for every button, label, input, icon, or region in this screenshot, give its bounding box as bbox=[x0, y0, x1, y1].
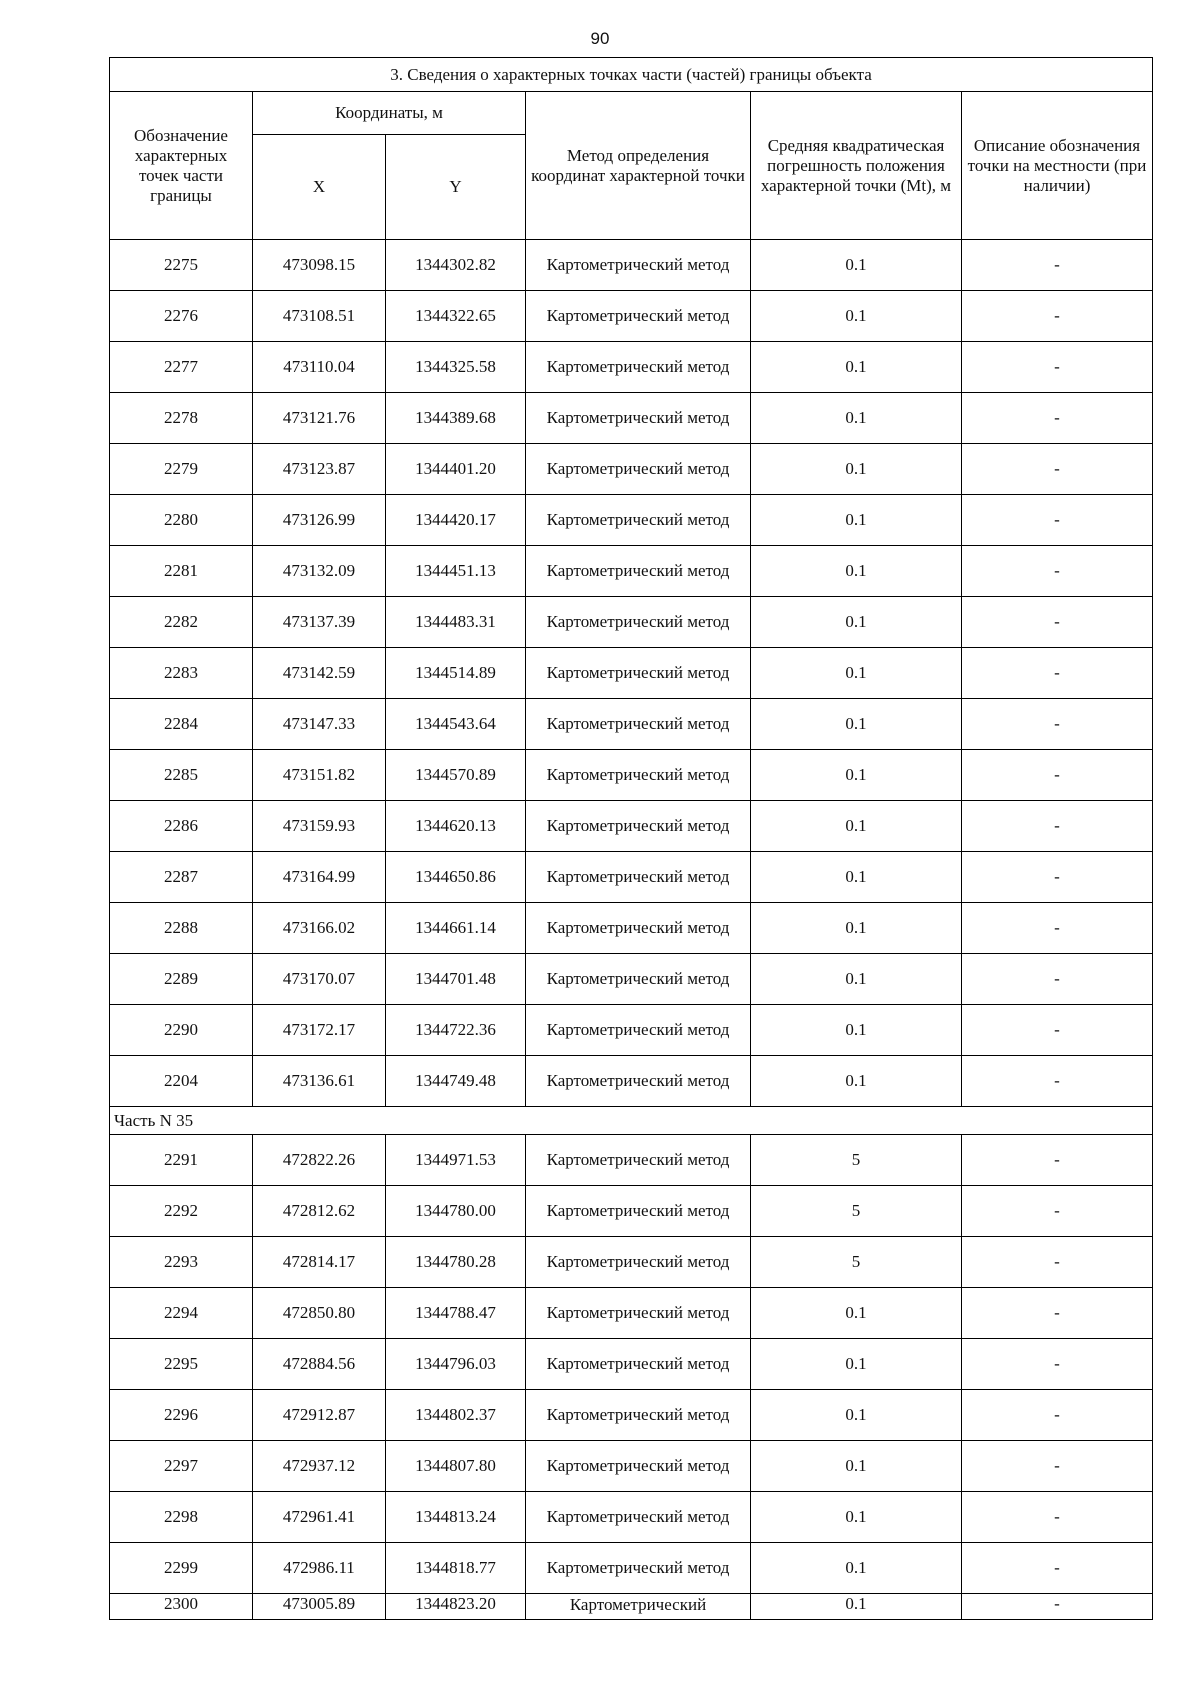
cell-description: - bbox=[962, 240, 1153, 291]
cell-y: 1344788.47 bbox=[386, 1288, 526, 1339]
cell-description: - bbox=[962, 1339, 1153, 1390]
cell-y: 1344650.86 bbox=[386, 852, 526, 903]
cell-point-id: 2284 bbox=[110, 699, 253, 750]
cell-x: 473151.82 bbox=[253, 750, 386, 801]
table-row bbox=[110, 699, 1153, 750]
table-row bbox=[110, 1339, 1153, 1390]
cell-y: 1344823.20 bbox=[386, 1594, 526, 1620]
rows-group-b bbox=[110, 1135, 1153, 1594]
cell-mt: 0.1 bbox=[751, 597, 962, 648]
cell-x: 473110.04 bbox=[253, 342, 386, 393]
cell-x: 472961.41 bbox=[253, 1492, 386, 1543]
rows-group-a bbox=[110, 240, 1153, 1107]
cell-method: Картометрический метод bbox=[526, 1056, 751, 1107]
cell-method: Картометрический метод bbox=[526, 750, 751, 801]
cell-y: 1344620.13 bbox=[386, 801, 526, 852]
cell-description: - bbox=[962, 291, 1153, 342]
cell-method: Картометрический метод bbox=[526, 393, 751, 444]
cell-mt: 0.1 bbox=[751, 291, 962, 342]
cell-point-id: 2285 bbox=[110, 750, 253, 801]
table-row bbox=[110, 240, 1153, 291]
cell-description: - bbox=[962, 597, 1153, 648]
cell-y: 1344451.13 bbox=[386, 546, 526, 597]
cell-description: - bbox=[962, 903, 1153, 954]
cell-mt: 5 bbox=[751, 1237, 962, 1288]
cell-y: 1344302.82 bbox=[386, 240, 526, 291]
table-row-last bbox=[110, 1594, 1153, 1620]
cell-point-id: 2279 bbox=[110, 444, 253, 495]
cell-mt: 0.1 bbox=[751, 801, 962, 852]
cell-method: Картометрический метод bbox=[526, 342, 751, 393]
cell-description: - bbox=[962, 1492, 1153, 1543]
cell-method: Картометрический метод bbox=[526, 444, 751, 495]
table-row bbox=[110, 954, 1153, 1005]
cell-x: 473126.99 bbox=[253, 495, 386, 546]
header-y: Y bbox=[386, 135, 526, 240]
cell-method: Картометрический метод bbox=[526, 1288, 751, 1339]
cell-mt: 0.1 bbox=[751, 699, 962, 750]
cell-mt: 0.1 bbox=[751, 1056, 962, 1107]
cell-y: 1344813.24 bbox=[386, 1492, 526, 1543]
cell-description: - bbox=[962, 1441, 1153, 1492]
table-row bbox=[110, 1005, 1153, 1056]
cell-method: Картометрический метод bbox=[526, 1135, 751, 1186]
cell-point-id: 2290 bbox=[110, 1005, 253, 1056]
table-row bbox=[110, 291, 1153, 342]
cell-method: Картометрический метод bbox=[526, 648, 751, 699]
cell-method: Картометрический метод bbox=[526, 240, 751, 291]
cell-x: 473121.76 bbox=[253, 393, 386, 444]
table-row bbox=[110, 393, 1153, 444]
cell-mt: 0.1 bbox=[751, 495, 962, 546]
cell-y: 1344802.37 bbox=[386, 1390, 526, 1441]
cell-method: Картометрический метод bbox=[526, 1237, 751, 1288]
cell-x: 472822.26 bbox=[253, 1135, 386, 1186]
cell-mt: 0.1 bbox=[751, 444, 962, 495]
cell-point-id: 2277 bbox=[110, 342, 253, 393]
cell-y: 1344514.89 bbox=[386, 648, 526, 699]
header-point: Обозначение характерных точек части границы bbox=[110, 92, 253, 240]
cell-y: 1344389.68 bbox=[386, 393, 526, 444]
table-title: 3. Сведения о характерных точках части (частей) границы объекта bbox=[110, 58, 1153, 92]
cell-method: Картометрический метод bbox=[526, 1339, 751, 1390]
cell-point-id: 2293 bbox=[110, 1237, 253, 1288]
table-row bbox=[110, 1543, 1153, 1594]
cell-point-id: 2289 bbox=[110, 954, 253, 1005]
table-row bbox=[110, 903, 1153, 954]
section-label: Часть N 35 bbox=[110, 1107, 1153, 1135]
cell-method: Картометрический метод bbox=[526, 546, 751, 597]
cell-x: 472912.87 bbox=[253, 1390, 386, 1441]
table-row bbox=[110, 1441, 1153, 1492]
cell-x: 473108.51 bbox=[253, 291, 386, 342]
cell-method: Картометрический метод bbox=[526, 291, 751, 342]
table-row bbox=[110, 597, 1153, 648]
cell-method: Картометрический метод bbox=[526, 954, 751, 1005]
cell-point-id: 2291 bbox=[110, 1135, 253, 1186]
cell-description: - bbox=[962, 495, 1153, 546]
table-row bbox=[110, 1186, 1153, 1237]
cell-point-id: 2288 bbox=[110, 903, 253, 954]
cell-point-id: 2299 bbox=[110, 1543, 253, 1594]
cell-method: Картометрический метод bbox=[526, 801, 751, 852]
table-row bbox=[110, 801, 1153, 852]
cell-y: 1344796.03 bbox=[386, 1339, 526, 1390]
cell-mt: 0.1 bbox=[751, 954, 962, 1005]
cell-y: 1344401.20 bbox=[386, 444, 526, 495]
cell-mt: 0.1 bbox=[751, 903, 962, 954]
cell-description: - bbox=[962, 648, 1153, 699]
cell-y: 1344322.65 bbox=[386, 291, 526, 342]
cell-point-id: 2294 bbox=[110, 1288, 253, 1339]
cell-description: - bbox=[962, 1594, 1153, 1620]
header-coordinates: Координаты, м bbox=[253, 92, 526, 135]
cell-mt: 5 bbox=[751, 1186, 962, 1237]
coordinates-table bbox=[109, 57, 1153, 1620]
table-row bbox=[110, 750, 1153, 801]
table-row bbox=[110, 444, 1153, 495]
cell-description: - bbox=[962, 852, 1153, 903]
cell-mt: 0.1 bbox=[751, 1594, 962, 1620]
page-number: 90 bbox=[590, 29, 610, 48]
cell-description: - bbox=[962, 393, 1153, 444]
header-x: X bbox=[253, 135, 386, 240]
cell-x: 473164.99 bbox=[253, 852, 386, 903]
cell-x: 472850.80 bbox=[253, 1288, 386, 1339]
cell-description: - bbox=[962, 1390, 1153, 1441]
cell-description: - bbox=[962, 750, 1153, 801]
cell-point-id: 2282 bbox=[110, 597, 253, 648]
cell-y: 1344420.17 bbox=[386, 495, 526, 546]
cell-x: 472812.62 bbox=[253, 1186, 386, 1237]
cell-description: - bbox=[962, 342, 1153, 393]
cell-point-id: 2283 bbox=[110, 648, 253, 699]
cell-description: - bbox=[962, 1237, 1153, 1288]
cell-x: 472986.11 bbox=[253, 1543, 386, 1594]
table-row bbox=[110, 342, 1153, 393]
cell-x: 473123.87 bbox=[253, 444, 386, 495]
cell-description: - bbox=[962, 1135, 1153, 1186]
cell-description: - bbox=[962, 801, 1153, 852]
cell-mt: 0.1 bbox=[751, 1492, 962, 1543]
cell-mt: 0.1 bbox=[751, 1441, 962, 1492]
cell-description: - bbox=[962, 546, 1153, 597]
cell-x: 473136.61 bbox=[253, 1056, 386, 1107]
cell-point-id: 2281 bbox=[110, 546, 253, 597]
cell-mt: 0.1 bbox=[751, 1339, 962, 1390]
cell-y: 1344570.89 bbox=[386, 750, 526, 801]
cell-method: Картометрический метод bbox=[526, 852, 751, 903]
cell-x: 472814.17 bbox=[253, 1237, 386, 1288]
cell-mt: 0.1 bbox=[751, 1390, 962, 1441]
cell-mt: 0.1 bbox=[751, 1543, 962, 1594]
cell-point-id: 2276 bbox=[110, 291, 253, 342]
table-row bbox=[110, 546, 1153, 597]
cell-x: 472937.12 bbox=[253, 1441, 386, 1492]
cell-method: Картометрический метод bbox=[526, 1543, 751, 1594]
cell-y: 1344543.64 bbox=[386, 699, 526, 750]
cell-mt: 0.1 bbox=[751, 648, 962, 699]
cell-y: 1344780.28 bbox=[386, 1237, 526, 1288]
cell-point-id: 2298 bbox=[110, 1492, 253, 1543]
cell-y: 1344701.48 bbox=[386, 954, 526, 1005]
cell-point-id: 2280 bbox=[110, 495, 253, 546]
cell-point-id: 2297 bbox=[110, 1441, 253, 1492]
cell-y: 1344749.48 bbox=[386, 1056, 526, 1107]
cell-x: 473170.07 bbox=[253, 954, 386, 1005]
cell-method: Картометрический метод bbox=[526, 597, 751, 648]
cell-x: 473159.93 bbox=[253, 801, 386, 852]
cell-x: 472884.56 bbox=[253, 1339, 386, 1390]
cell-y: 1344971.53 bbox=[386, 1135, 526, 1186]
cell-x: 473137.39 bbox=[253, 597, 386, 648]
cell-method: Картометрический метод bbox=[526, 1005, 751, 1056]
cell-y: 1344818.77 bbox=[386, 1543, 526, 1594]
cell-x: 473142.59 bbox=[253, 648, 386, 699]
table-row bbox=[110, 1135, 1153, 1186]
table-row bbox=[110, 1288, 1153, 1339]
cell-point-id: 2296 bbox=[110, 1390, 253, 1441]
cell-y: 1344722.36 bbox=[386, 1005, 526, 1056]
cell-mt: 0.1 bbox=[751, 852, 962, 903]
cell-point-id: 2286 bbox=[110, 801, 253, 852]
cell-x: 473098.15 bbox=[253, 240, 386, 291]
cell-description: - bbox=[962, 699, 1153, 750]
cell-x: 473166.02 bbox=[253, 903, 386, 954]
table-row bbox=[110, 1237, 1153, 1288]
cell-mt: 5 bbox=[751, 1135, 962, 1186]
table-row bbox=[110, 648, 1153, 699]
cell-point-id: 2287 bbox=[110, 852, 253, 903]
cell-method: Картометрический метод bbox=[526, 1186, 751, 1237]
cell-description: - bbox=[962, 1056, 1153, 1107]
cell-point-id: 2278 bbox=[110, 393, 253, 444]
header-error: Средняя квадратическая погрешность положения характерной точки (Mt), м bbox=[751, 92, 962, 240]
cell-point-id: 2300 bbox=[110, 1594, 253, 1620]
cell-point-id: 2275 bbox=[110, 240, 253, 291]
table-row bbox=[110, 852, 1153, 903]
cell-method: Картометрический bbox=[526, 1594, 751, 1620]
cell-point-id: 2295 bbox=[110, 1339, 253, 1390]
cell-method: Картометрический метод bbox=[526, 1390, 751, 1441]
cell-y: 1344661.14 bbox=[386, 903, 526, 954]
cell-method: Картометрический метод bbox=[526, 1492, 751, 1543]
cell-description: - bbox=[962, 1543, 1153, 1594]
cell-y: 1344483.31 bbox=[386, 597, 526, 648]
cell-mt: 0.1 bbox=[751, 546, 962, 597]
cell-method: Картометрический метод bbox=[526, 699, 751, 750]
header-description: Описание обозначения точки на местности (при наличии) bbox=[962, 92, 1153, 240]
cell-mt: 0.1 bbox=[751, 393, 962, 444]
cell-method: Картометрический метод bbox=[526, 495, 751, 546]
cell-x: 473147.33 bbox=[253, 699, 386, 750]
table-row bbox=[110, 1056, 1153, 1107]
table-row bbox=[110, 495, 1153, 546]
cell-mt: 0.1 bbox=[751, 1288, 962, 1339]
cell-description: - bbox=[962, 1005, 1153, 1056]
cell-description: - bbox=[962, 444, 1153, 495]
cell-description: - bbox=[962, 1288, 1153, 1339]
cell-x: 473005.89 bbox=[253, 1594, 386, 1620]
cell-y: 1344325.58 bbox=[386, 342, 526, 393]
cell-point-id: 2292 bbox=[110, 1186, 253, 1237]
table-row bbox=[110, 1390, 1153, 1441]
cell-description: - bbox=[962, 1186, 1153, 1237]
cell-method: Картометрический метод bbox=[526, 1441, 751, 1492]
cell-mt: 0.1 bbox=[751, 240, 962, 291]
header-method: Метод определения координат характерной точки bbox=[526, 92, 751, 240]
cell-mt: 0.1 bbox=[751, 342, 962, 393]
cell-mt: 0.1 bbox=[751, 1005, 962, 1056]
cell-y: 1344807.80 bbox=[386, 1441, 526, 1492]
cell-mt: 0.1 bbox=[751, 750, 962, 801]
table-row bbox=[110, 1492, 1153, 1543]
cell-description: - bbox=[962, 954, 1153, 1005]
cell-point-id: 2204 bbox=[110, 1056, 253, 1107]
cell-x: 473132.09 bbox=[253, 546, 386, 597]
cell-method: Картометрический метод bbox=[526, 903, 751, 954]
cell-y: 1344780.00 bbox=[386, 1186, 526, 1237]
cell-x: 473172.17 bbox=[253, 1005, 386, 1056]
